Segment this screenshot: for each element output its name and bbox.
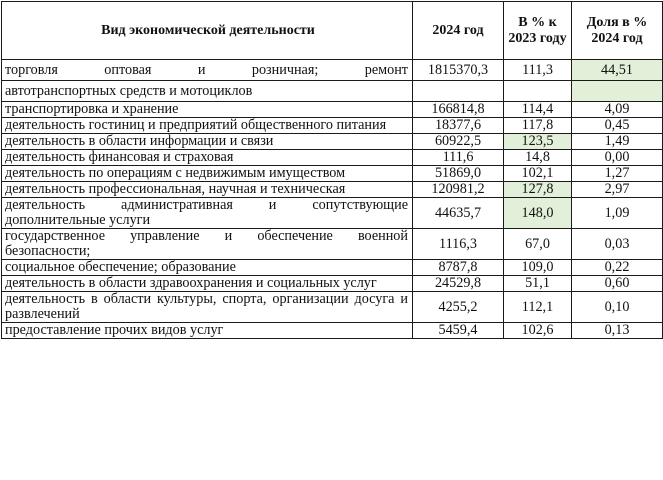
activity-cell: деятельность в области культуры, спорта, организации досуга и развлечений: [2, 292, 413, 323]
table-row: [2, 102, 663, 118]
table-row: [2, 134, 663, 150]
activity-cell: торговля оптовая и розничная; ремонт: [2, 60, 413, 81]
activity-cell: социальное обеспечение; образование: [2, 260, 413, 276]
percent-cell: 127,8: [504, 182, 572, 198]
table-row: [2, 118, 663, 134]
share-cell: 4,09: [572, 102, 663, 118]
header-percent: В % к 2023 году: [504, 2, 572, 60]
percent-cell: 67,0: [504, 229, 572, 260]
percent-cell: 123,5: [504, 134, 572, 150]
activity-cell: деятельность в области здравоохранения и социальных услуг: [2, 276, 413, 292]
percent-cell: 109,0: [504, 260, 572, 276]
table-row: [2, 276, 663, 292]
share-cell: 0,00: [572, 150, 663, 166]
value-cell: 111,6: [413, 150, 504, 166]
activity-cell: деятельность профессиональная, научная и техническая: [2, 182, 413, 198]
table-row: [2, 81, 663, 102]
percent-cell: 117,8: [504, 118, 572, 134]
activity-cell: деятельность по операциям с недвижимым имуществом: [2, 166, 413, 182]
value-cell: 4255,2: [413, 292, 504, 323]
share-cell: 0,60: [572, 276, 663, 292]
share-cell: 1,49: [572, 134, 663, 150]
value-cell: 18377,6: [413, 118, 504, 134]
table-row: [2, 198, 663, 229]
activity-cell: деятельность в области информации и связи: [2, 134, 413, 150]
header-activity: Вид экономической деятельности: [2, 2, 413, 60]
table-row: [2, 182, 663, 198]
activity-cell: государственное управление и обеспечение военной безопасности;: [2, 229, 413, 260]
activity-cell: транспортировка и хранение: [2, 102, 413, 118]
percent-cell: 14,8: [504, 150, 572, 166]
percent-cell: 102,6: [504, 323, 572, 339]
table-row: [2, 229, 663, 260]
table-row: [2, 260, 663, 276]
percent-cell: 51,1: [504, 276, 572, 292]
percent-cell: 111,3: [504, 60, 572, 81]
share-cell: 0,22: [572, 260, 663, 276]
value-cell: 166814,8: [413, 102, 504, 118]
activity-cell: автотранспортных средств и мотоциклов: [2, 81, 413, 102]
share-cell: 0,10: [572, 292, 663, 323]
value-cell: 60922,5: [413, 134, 504, 150]
share-cell: 44,51: [572, 60, 663, 81]
value-cell: 5459,4: [413, 323, 504, 339]
share-cell: 2,97: [572, 182, 663, 198]
table-row: [2, 150, 663, 166]
table-row: [2, 60, 663, 81]
activity-cell: деятельность административная и сопутствующие дополнительные услуги: [2, 198, 413, 229]
value-cell: 51869,0: [413, 166, 504, 182]
share-cell: 1,09: [572, 198, 663, 229]
header-share: Доля в % 2024 год: [572, 2, 663, 60]
value-cell: 24529,8: [413, 276, 504, 292]
percent-cell: 112,1: [504, 292, 572, 323]
economic-activity-table: [1, 1, 663, 339]
share-cell: 0,13: [572, 323, 663, 339]
percent-cell: 102,1: [504, 166, 572, 182]
table-row: [2, 292, 663, 323]
header-row: [2, 2, 663, 60]
value-cell: 8787,8: [413, 260, 504, 276]
table-row: [2, 323, 663, 339]
value-cell: [413, 81, 504, 102]
value-cell: 1116,3: [413, 229, 504, 260]
value-cell: 1815370,3: [413, 60, 504, 81]
activity-cell: деятельность финансовая и страховая: [2, 150, 413, 166]
table-row: [2, 166, 663, 182]
value-cell: 44635,7: [413, 198, 504, 229]
percent-cell: [504, 81, 572, 102]
share-cell: [572, 81, 663, 102]
header-year: 2024 год: [413, 2, 504, 60]
percent-cell: 148,0: [504, 198, 572, 229]
value-cell: 120981,2: [413, 182, 504, 198]
percent-cell: 114,4: [504, 102, 572, 118]
share-cell: 0,03: [572, 229, 663, 260]
activity-cell: предоставление прочих видов услуг: [2, 323, 413, 339]
share-cell: 1,27: [572, 166, 663, 182]
share-cell: 0,45: [572, 118, 663, 134]
activity-cell: деятельность гостиниц и предприятий общественного питания: [2, 118, 413, 134]
